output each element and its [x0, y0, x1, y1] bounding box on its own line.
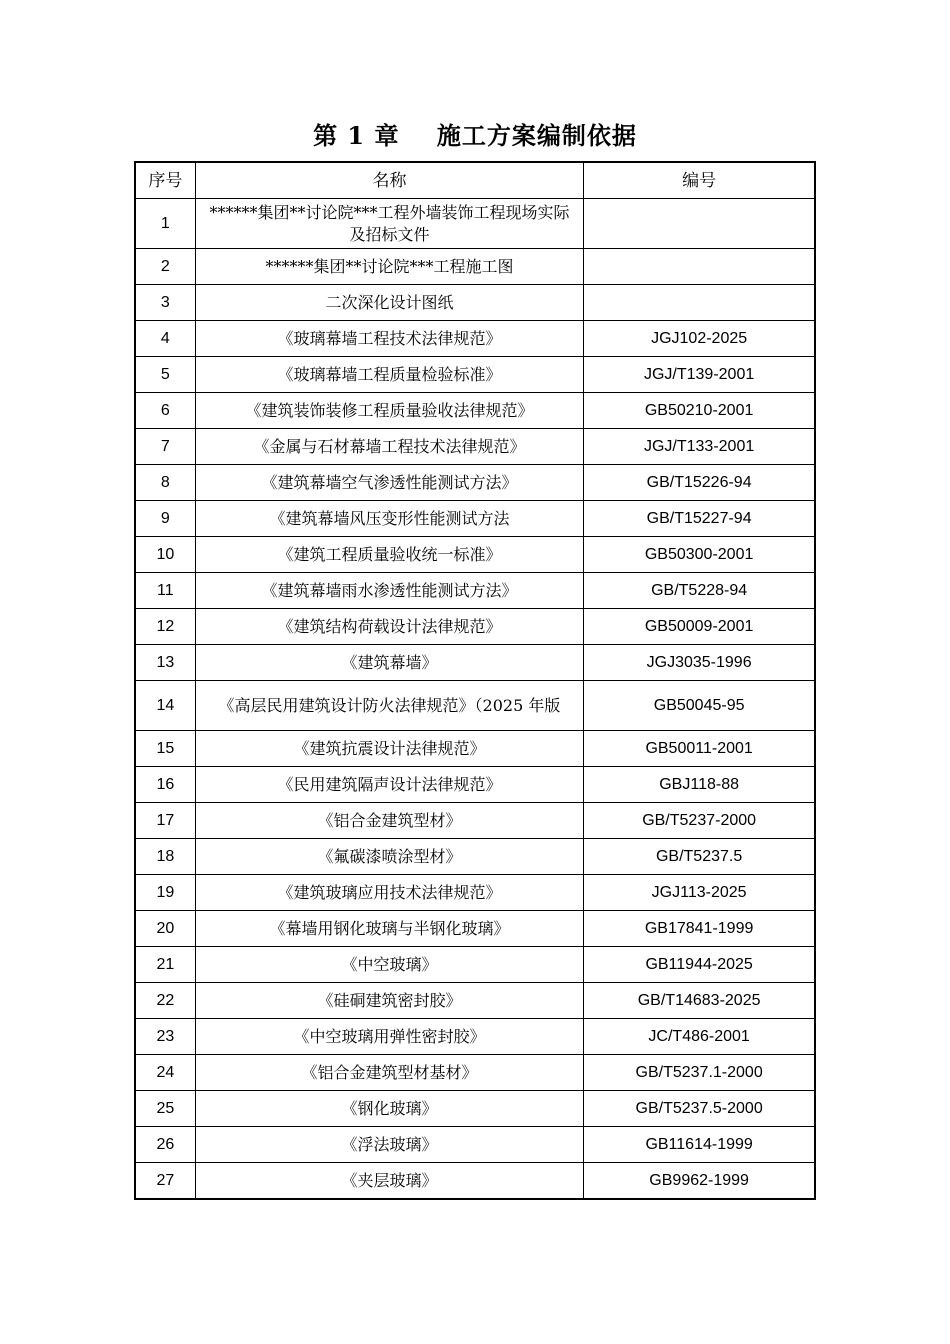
- row-seq: 9: [135, 501, 195, 537]
- row-name: 《建筑工程质量验收统一标准》: [195, 537, 584, 573]
- row-code: GB50300-2001: [584, 537, 815, 573]
- row-seq: 16: [135, 767, 195, 803]
- row-name: 《玻璃幕墙工程技术法律规范》: [195, 321, 584, 357]
- table-row: [135, 285, 815, 321]
- row-name: 《铝合金建筑型材》: [195, 803, 584, 839]
- table-row: [135, 803, 815, 839]
- row-code: GB/T14683-2025: [584, 983, 815, 1019]
- row-name: 《硅硐建筑密封胶》: [195, 983, 584, 1019]
- row-seq: 4: [135, 321, 195, 357]
- table-row: [135, 199, 815, 249]
- table-row: [135, 1019, 815, 1055]
- row-name: 《浮法玻璃》: [195, 1127, 584, 1163]
- row-code: GB/T5237.1-2000: [584, 1055, 815, 1091]
- row-name: 《氟碳漆喷涂型材》: [195, 839, 584, 875]
- row-name: 《建筑结构荷载设计法律规范》: [195, 609, 584, 645]
- row-name: 《铝合金建筑型材基材》: [195, 1055, 584, 1091]
- table-row: [135, 609, 815, 645]
- table-row: [135, 681, 815, 731]
- page-title: 第 1 章 施工方案编制依据: [313, 121, 637, 150]
- row-code: GBJ118-88: [584, 767, 815, 803]
- row-name: 《钢化玻璃》: [195, 1091, 584, 1127]
- row-seq: 25: [135, 1091, 195, 1127]
- table-row: [135, 249, 815, 285]
- row-seq: 15: [135, 731, 195, 767]
- row-code: GB/T5237.5: [584, 839, 815, 875]
- row-seq: 14: [135, 681, 195, 731]
- row-name: 《建筑玻璃应用技术法律规范》: [195, 875, 584, 911]
- row-code: GB/T5237.5-2000: [584, 1091, 815, 1127]
- table-row: [135, 1055, 815, 1091]
- row-code: JGJ3035-1996: [584, 645, 815, 681]
- row-name: ******集团**讨论院***工程施工图: [195, 249, 584, 285]
- table-row: [135, 1163, 815, 1200]
- row-seq: 1: [135, 199, 195, 249]
- row-name: 《建筑装饰装修工程质量验收法律规范》: [195, 393, 584, 429]
- row-code: GB17841-1999: [584, 911, 815, 947]
- basis-table: [134, 161, 816, 1200]
- row-name: 《幕墙用钢化玻璃与半钢化玻璃》: [195, 911, 584, 947]
- row-name: 《建筑幕墙雨水渗透性能测试方法》: [195, 573, 584, 609]
- row-code: [584, 285, 815, 321]
- row-name: 《中空玻璃》: [195, 947, 584, 983]
- row-code: GB50210-2001: [584, 393, 815, 429]
- table-row: [135, 645, 815, 681]
- table-row: [135, 321, 815, 357]
- row-seq: 26: [135, 1127, 195, 1163]
- table-row: [135, 983, 815, 1019]
- header-code: 编号: [584, 162, 815, 199]
- row-seq: 2: [135, 249, 195, 285]
- row-seq: 21: [135, 947, 195, 983]
- row-code: GB/T5228-94: [584, 573, 815, 609]
- row-code: GB9962-1999: [584, 1163, 815, 1200]
- table-row: [135, 911, 815, 947]
- table-row: [135, 1091, 815, 1127]
- row-code: GB11944-2025: [584, 947, 815, 983]
- row-seq: 13: [135, 645, 195, 681]
- row-seq: 3: [135, 285, 195, 321]
- row-name: 《金属与石材幕墙工程技术法律规范》: [195, 429, 584, 465]
- row-code: JGJ113-2025: [584, 875, 815, 911]
- row-seq: 27: [135, 1163, 195, 1200]
- row-seq: 11: [135, 573, 195, 609]
- row-code: GB/T5237-2000: [584, 803, 815, 839]
- row-seq: 5: [135, 357, 195, 393]
- row-seq: 6: [135, 393, 195, 429]
- row-code: [584, 249, 815, 285]
- row-name: 《中空玻璃用弹性密封胶》: [195, 1019, 584, 1055]
- row-seq: 19: [135, 875, 195, 911]
- row-name: ******集团**讨论院***工程外墙装饰工程现场实际及招标文件: [195, 199, 584, 249]
- row-seq: 12: [135, 609, 195, 645]
- row-code: [584, 199, 815, 249]
- row-code: JC/T486-2001: [584, 1019, 815, 1055]
- table-row: [135, 947, 815, 983]
- row-name: 二次深化设计图纸: [195, 285, 584, 321]
- table-row: [135, 839, 815, 875]
- row-code: GB50009-2001: [584, 609, 815, 645]
- row-seq: 8: [135, 465, 195, 501]
- row-name: 《建筑幕墙风压变形性能测试方法: [195, 501, 584, 537]
- header-name: 名称: [195, 162, 584, 199]
- table-row: [135, 465, 815, 501]
- row-code: GB50045-95: [584, 681, 815, 731]
- row-code: GB11614-1999: [584, 1127, 815, 1163]
- row-seq: 22: [135, 983, 195, 1019]
- row-code: JGJ/T139-2001: [584, 357, 815, 393]
- table-header-row: [135, 162, 815, 199]
- table-row: [135, 767, 815, 803]
- row-code: GB/T15226-94: [584, 465, 815, 501]
- row-name: 《玻璃幕墙工程质量检验标准》: [195, 357, 584, 393]
- row-name: 《夹层玻璃》: [195, 1163, 584, 1200]
- row-code: GB/T15227-94: [584, 501, 815, 537]
- row-seq: 10: [135, 537, 195, 573]
- table-row: [135, 357, 815, 393]
- row-seq: 20: [135, 911, 195, 947]
- row-seq: 23: [135, 1019, 195, 1055]
- table-row: [135, 429, 815, 465]
- row-name: 《建筑抗震设计法律规范》: [195, 731, 584, 767]
- table-row: [135, 501, 815, 537]
- row-seq: 7: [135, 429, 195, 465]
- table-row: [135, 537, 815, 573]
- row-code: GB50011-2001: [584, 731, 815, 767]
- row-seq: 18: [135, 839, 195, 875]
- row-name: 《建筑幕墙》: [195, 645, 584, 681]
- row-seq: 24: [135, 1055, 195, 1091]
- header-seq: 序号: [135, 162, 195, 199]
- row-name: 《建筑幕墙空气渗透性能测试方法》: [195, 465, 584, 501]
- table-row: [135, 573, 815, 609]
- row-code: JGJ/T133-2001: [584, 429, 815, 465]
- table-row: [135, 1127, 815, 1163]
- row-seq: 17: [135, 803, 195, 839]
- table-row: [135, 393, 815, 429]
- table-row: [135, 731, 815, 767]
- row-code: JGJ102-2025: [584, 321, 815, 357]
- table-row: [135, 875, 815, 911]
- row-name: 《高层民用建筑设计防火法律规范》（2025 年版: [195, 681, 584, 731]
- row-name: 《民用建筑隔声设计法律规范》: [195, 767, 584, 803]
